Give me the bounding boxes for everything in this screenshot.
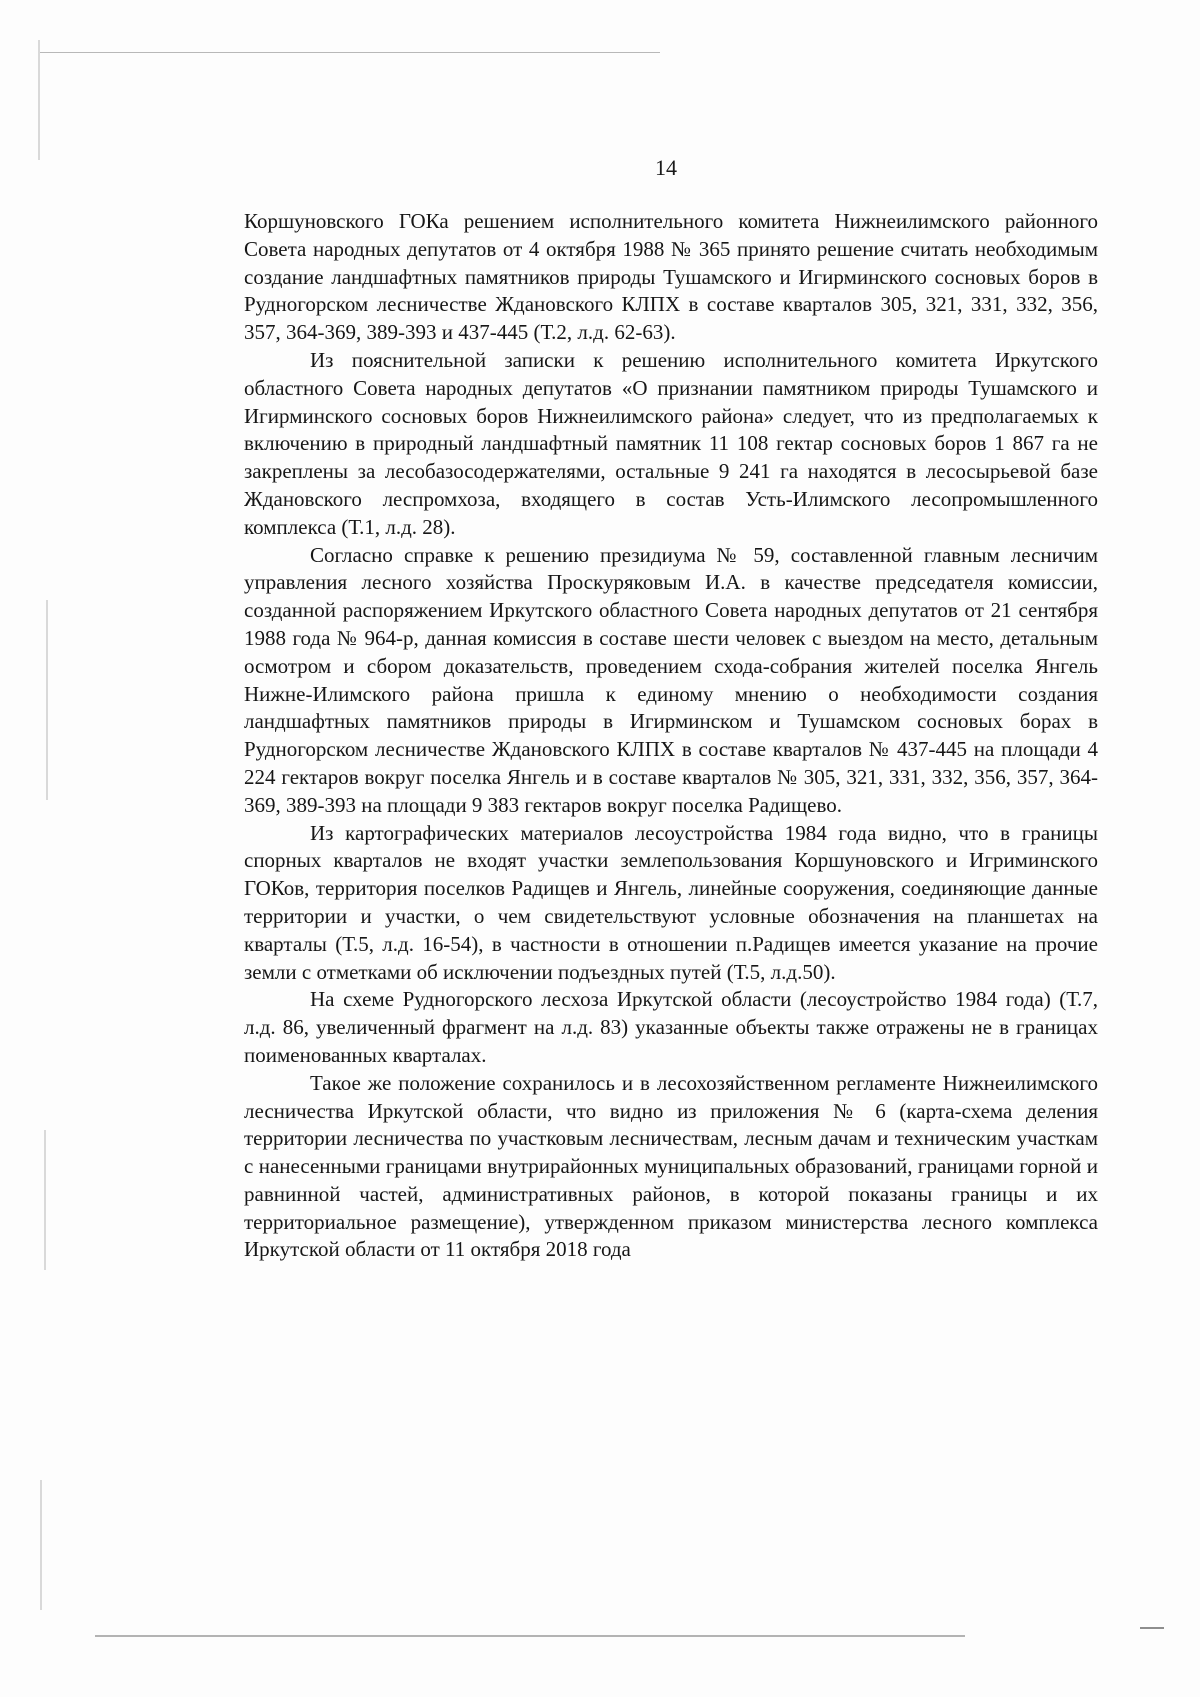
document-body — [244, 208, 1098, 1264]
paragraph-1: Коршуновского ГОКа решением исполнительного комитета Нижнеилимского районного Совета народных депутатов от 4 октября 1988 № 365 принято решение считать необходимым создание ландшафтных памятников природы Тушамского и Игирминского сосновых боров в Рудногорском лесничестве Ждановского КЛПХ в составе кварталов 305, 321, 331, 332, 356, 357, 364-369, 389-393 и 437-445 (Т.2, л.д. 62-63). — [244, 209, 1098, 345]
paragraph-3: Согласно справке к решению президиума № 59, составленной главным лесничим управления лесного хозяйства Проскуряковым И.А. в качестве председателя комиссии, созданной распоряжением Иркутского областного Совета народных депутатов от 21 сентября 1988 года № 964-р, данная комиссия в составе шести человек с выездом на место, детальным осмотром и сбором доказательств, проведением схода-собрания жителей поселка Янгель Нижне-Илимского района пришла к единому мнению о необходимости создания ландшафтных памятников природы в Игирминском и Тушамском сосновых борах в Рудногорском лесничестве Ждановского КЛПХ в составе кварталов № 437-445 на площади 4 224 гектаров вокруг поселка Янгель и в составе кварталов № 305, 321, 331, 332, 356, 357, 364-369, 389-393 на площади 9 383 гектаров вокруг поселка Радищево. — [244, 542, 1098, 817]
scan-artifact-bottom-line — [95, 1635, 965, 1637]
paragraph-4: Из картографических материалов лесоустройства 1984 года видно, что в границы спорных кварталов не входят участки землепользования Коршуновского и Игриминского ГОКов, территория поселков Радищев и Янгель, линейные сооружения, соединяющие данные территории и участки, о чем свидетельствуют условные обозначения на планшетах на кварталы (Т.5, л.д. 16-54), в частности в отношении п.Радищев имеется указание на прочие земли с отметками об исключении подъездных путей (Т.5, л.д.50). — [244, 820, 1098, 984]
paragraph-6: Такое же положение сохранилось и в лесохозяйственном регламенте Нижнеилимского лесничества Иркутской области, что видно из приложения № 6 (карта-схема деления территории лесничества по участковым лесничествам, лесным дачам и техническим участкам с нанесенными границами внутрирайонных муниципальных образований, границами горной и равнинной частей, административных районов, в которой показаны границы и их территориальное размещение), утвержденном приказом министерства лесного комплекса Иркутской области от 11 октября 2018 года — [244, 1070, 1098, 1262]
scan-edge-speckle — [46, 600, 48, 800]
paragraph-5: На схеме Рудногорского лесхоза Иркутской области (лесоустройство 1984 года) (Т.7, л.д. 86, увеличенный фрагмент на л.д. 83) указанные объекты также отражены не в границах поименованных кварталах. — [244, 987, 1098, 1067]
scan-edge-speckle — [38, 40, 40, 160]
scan-edge-speckle — [40, 1480, 42, 1610]
scan-artifact-top-line — [40, 52, 660, 53]
paragraph-2: Из пояснительной записки к решению исполнительного комитета Иркутского областного Совета народных депутатов «О признании памятником природы Тушамского и Игирминского сосновых боров Нижнеилимского района» следует, что из предполагаемых к включению в природный ландшафтный памятник 11 108 гектар сосновых боров 1 867 га не закреплены за лесобазосодержателями, остальные 9 241 га находятся в лесосырьевой базе Ждановского леспромхоза, входящего в состав Усть-Илимского лесопромышленного комплекса (Т.1, л.д. 28). — [244, 347, 1098, 539]
scan-artifact-bottom-mark — [1140, 1627, 1164, 1629]
scan-edge-speckle — [44, 1130, 46, 1270]
page-number: 14 — [655, 155, 677, 180]
